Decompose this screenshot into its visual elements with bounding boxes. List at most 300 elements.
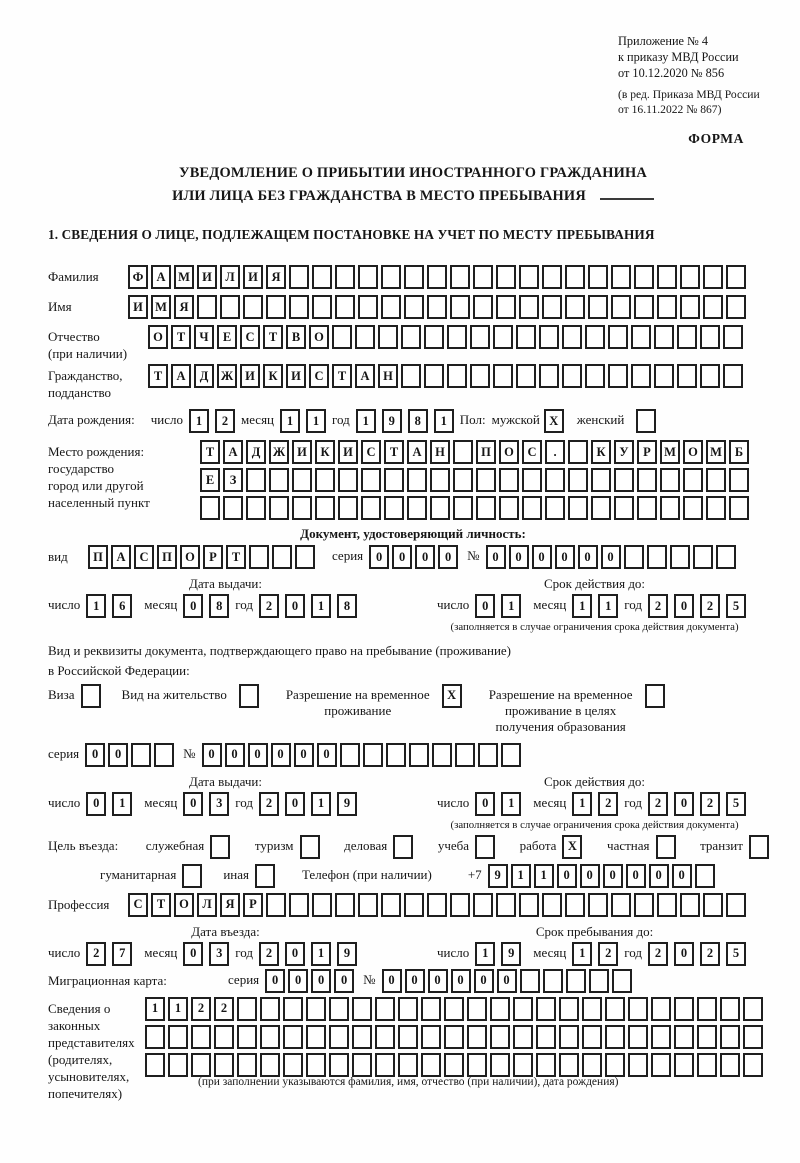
char-cell[interactable] <box>381 893 401 917</box>
char-cell[interactable] <box>559 1025 579 1049</box>
char-cell[interactable] <box>269 496 289 520</box>
char-cell[interactable]: К <box>263 364 283 388</box>
char-cell[interactable] <box>706 468 726 492</box>
char-cell[interactable] <box>513 1025 533 1049</box>
char-cell[interactable] <box>404 893 424 917</box>
char-cell[interactable]: 0 <box>674 594 694 618</box>
char-cell[interactable] <box>444 997 464 1021</box>
char-cell[interactable]: 0 <box>580 864 600 888</box>
char-cell[interactable]: 0 <box>603 864 623 888</box>
char-cell[interactable]: 0 <box>557 864 577 888</box>
char-cell[interactable] <box>634 265 654 289</box>
char-cell[interactable] <box>444 1025 464 1049</box>
char-cell[interactable] <box>651 997 671 1021</box>
char-cell[interactable]: А <box>111 545 131 569</box>
char-cell[interactable] <box>729 496 749 520</box>
char-cell[interactable] <box>559 997 579 1021</box>
char-cell[interactable]: 1 <box>501 792 521 816</box>
char-cell[interactable]: 0 <box>202 743 222 767</box>
char-cell[interactable] <box>516 325 536 349</box>
char-cell[interactable]: 0 <box>285 792 305 816</box>
char-cell[interactable]: 2 <box>700 792 720 816</box>
char-cell[interactable] <box>636 409 656 433</box>
char-cell[interactable]: 0 <box>555 545 575 569</box>
char-cell[interactable] <box>246 468 266 492</box>
char-cell[interactable]: 0 <box>674 792 694 816</box>
char-cell[interactable] <box>700 325 720 349</box>
char-cell[interactable]: Л <box>220 265 240 289</box>
char-cell[interactable] <box>660 468 680 492</box>
char-cell[interactable] <box>631 325 651 349</box>
char-cell[interactable]: X <box>562 835 582 859</box>
char-cell[interactable] <box>726 295 746 319</box>
char-cell[interactable] <box>467 997 487 1021</box>
char-cell[interactable]: 0 <box>334 969 354 993</box>
char-cell[interactable] <box>726 265 746 289</box>
char-cell[interactable] <box>591 468 611 492</box>
char-cell[interactable] <box>670 545 690 569</box>
char-cell[interactable] <box>614 468 634 492</box>
char-cell[interactable] <box>637 496 657 520</box>
char-cell[interactable] <box>589 969 609 993</box>
char-cell[interactable]: 0 <box>317 743 337 767</box>
char-cell[interactable]: 1 <box>145 997 165 1021</box>
char-cell[interactable] <box>634 295 654 319</box>
char-cell[interactable]: 9 <box>488 864 508 888</box>
char-cell[interactable]: 9 <box>382 409 402 433</box>
char-cell[interactable] <box>375 997 395 1021</box>
char-cell[interactable] <box>499 468 519 492</box>
char-cell[interactable]: 0 <box>601 545 621 569</box>
char-cell[interactable]: П <box>476 440 496 464</box>
char-cell[interactable]: С <box>309 364 329 388</box>
char-cell[interactable]: 1 <box>434 409 454 433</box>
char-cell[interactable] <box>726 893 746 917</box>
char-cell[interactable] <box>453 440 473 464</box>
char-cell[interactable] <box>375 1053 395 1077</box>
char-cell[interactable] <box>608 325 628 349</box>
char-cell[interactable] <box>450 893 470 917</box>
char-cell[interactable]: 3 <box>209 792 229 816</box>
char-cell[interactable] <box>680 893 700 917</box>
char-cell[interactable] <box>447 325 467 349</box>
char-cell[interactable] <box>361 496 381 520</box>
char-cell[interactable] <box>381 295 401 319</box>
char-cell[interactable]: 0 <box>649 864 669 888</box>
char-cell[interactable] <box>566 969 586 993</box>
char-cell[interactable] <box>743 1025 763 1049</box>
char-cell[interactable]: 1 <box>112 792 132 816</box>
char-cell[interactable]: И <box>197 265 217 289</box>
char-cell[interactable] <box>697 997 717 1021</box>
char-cell[interactable] <box>393 835 413 859</box>
char-cell[interactable]: М <box>151 295 171 319</box>
char-cell[interactable] <box>542 265 562 289</box>
char-cell[interactable]: У <box>614 440 634 464</box>
char-cell[interactable]: 0 <box>405 969 425 993</box>
char-cell[interactable]: 2 <box>598 792 618 816</box>
char-cell[interactable] <box>536 1053 556 1077</box>
char-cell[interactable] <box>249 545 269 569</box>
char-cell[interactable]: 0 <box>285 594 305 618</box>
char-cell[interactable]: Д <box>194 364 214 388</box>
char-cell[interactable]: 1 <box>311 792 331 816</box>
char-cell[interactable] <box>513 997 533 1021</box>
char-cell[interactable]: 1 <box>311 594 331 618</box>
char-cell[interactable] <box>335 265 355 289</box>
char-cell[interactable] <box>289 265 309 289</box>
char-cell[interactable]: О <box>683 440 703 464</box>
char-cell[interactable]: Р <box>637 440 657 464</box>
char-cell[interactable] <box>398 1053 418 1077</box>
char-cell[interactable] <box>723 325 743 349</box>
char-cell[interactable]: 2 <box>259 792 279 816</box>
char-cell[interactable] <box>585 325 605 349</box>
char-cell[interactable] <box>430 496 450 520</box>
char-cell[interactable] <box>237 1025 257 1049</box>
char-cell[interactable]: 0 <box>248 743 268 767</box>
char-cell[interactable]: 2 <box>700 942 720 966</box>
char-cell[interactable] <box>695 864 715 888</box>
char-cell[interactable] <box>496 295 516 319</box>
char-cell[interactable]: С <box>361 440 381 464</box>
char-cell[interactable]: 0 <box>415 545 435 569</box>
char-cell[interactable] <box>295 545 315 569</box>
char-cell[interactable] <box>260 1025 280 1049</box>
char-cell[interactable]: 2 <box>259 942 279 966</box>
char-cell[interactable] <box>455 743 475 767</box>
char-cell[interactable] <box>375 1025 395 1049</box>
char-cell[interactable] <box>424 325 444 349</box>
char-cell[interactable] <box>591 496 611 520</box>
char-cell[interactable] <box>450 295 470 319</box>
char-cell[interactable] <box>361 468 381 492</box>
char-cell[interactable] <box>660 496 680 520</box>
char-cell[interactable]: Т <box>384 440 404 464</box>
char-cell[interactable]: Т <box>200 440 220 464</box>
char-cell[interactable] <box>749 835 769 859</box>
char-cell[interactable] <box>404 265 424 289</box>
char-cell[interactable]: 1 <box>511 864 531 888</box>
char-cell[interactable]: 0 <box>294 743 314 767</box>
char-cell[interactable] <box>432 743 452 767</box>
char-cell[interactable] <box>386 743 406 767</box>
char-cell[interactable] <box>467 1053 487 1077</box>
char-cell[interactable] <box>585 364 605 388</box>
char-cell[interactable]: 1 <box>189 409 209 433</box>
char-cell[interactable] <box>292 496 312 520</box>
char-cell[interactable]: 0 <box>183 594 203 618</box>
char-cell[interactable] <box>197 295 217 319</box>
char-cell[interactable]: 1 <box>168 997 188 1021</box>
char-cell[interactable] <box>647 545 667 569</box>
char-cell[interactable] <box>628 1053 648 1077</box>
char-cell[interactable] <box>539 364 559 388</box>
char-cell[interactable] <box>300 835 320 859</box>
char-cell[interactable] <box>266 893 286 917</box>
char-cell[interactable]: 0 <box>428 969 448 993</box>
char-cell[interactable] <box>519 265 539 289</box>
char-cell[interactable] <box>559 1053 579 1077</box>
char-cell[interactable]: Я <box>266 265 286 289</box>
char-cell[interactable] <box>407 496 427 520</box>
char-cell[interactable] <box>611 893 631 917</box>
char-cell[interactable]: И <box>286 364 306 388</box>
char-cell[interactable] <box>214 1025 234 1049</box>
char-cell[interactable]: 0 <box>509 545 529 569</box>
char-cell[interactable] <box>338 496 358 520</box>
char-cell[interactable]: 0 <box>474 969 494 993</box>
char-cell[interactable] <box>335 893 355 917</box>
char-cell[interactable]: 1 <box>86 594 106 618</box>
char-cell[interactable] <box>562 364 582 388</box>
char-cell[interactable]: 1 <box>501 594 521 618</box>
char-cell[interactable] <box>355 325 375 349</box>
char-cell[interactable]: 0 <box>369 545 389 569</box>
char-cell[interactable] <box>496 893 516 917</box>
char-cell[interactable]: 1 <box>572 792 592 816</box>
char-cell[interactable] <box>703 295 723 319</box>
char-cell[interactable] <box>693 545 713 569</box>
char-cell[interactable] <box>703 265 723 289</box>
char-cell[interactable] <box>493 364 513 388</box>
char-cell[interactable]: 0 <box>672 864 692 888</box>
char-cell[interactable]: 9 <box>337 942 357 966</box>
char-cell[interactable] <box>329 997 349 1021</box>
char-cell[interactable] <box>363 743 383 767</box>
char-cell[interactable] <box>674 1025 694 1049</box>
char-cell[interactable] <box>401 364 421 388</box>
char-cell[interactable] <box>453 496 473 520</box>
char-cell[interactable] <box>493 325 513 349</box>
char-cell[interactable]: Т <box>148 364 168 388</box>
char-cell[interactable]: 1 <box>534 864 554 888</box>
char-cell[interactable]: Т <box>151 893 171 917</box>
char-cell[interactable]: 0 <box>578 545 598 569</box>
char-cell[interactable]: Я <box>174 295 194 319</box>
char-cell[interactable]: 0 <box>86 792 106 816</box>
char-cell[interactable]: . <box>545 440 565 464</box>
char-cell[interactable]: 1 <box>572 594 592 618</box>
char-cell[interactable] <box>476 468 496 492</box>
char-cell[interactable]: 2 <box>648 792 668 816</box>
char-cell[interactable] <box>522 496 542 520</box>
char-cell[interactable] <box>223 496 243 520</box>
char-cell[interactable]: 0 <box>311 969 331 993</box>
char-cell[interactable] <box>306 1025 326 1049</box>
char-cell[interactable] <box>568 496 588 520</box>
char-cell[interactable]: 0 <box>626 864 646 888</box>
char-cell[interactable]: Т <box>171 325 191 349</box>
char-cell[interactable]: О <box>180 545 200 569</box>
char-cell[interactable] <box>352 1053 372 1077</box>
char-cell[interactable]: Д <box>246 440 266 464</box>
char-cell[interactable] <box>568 440 588 464</box>
char-cell[interactable]: 0 <box>497 969 517 993</box>
char-cell[interactable]: 5 <box>726 942 746 966</box>
char-cell[interactable] <box>467 1025 487 1049</box>
char-cell[interactable] <box>312 265 332 289</box>
char-cell[interactable]: 1 <box>280 409 300 433</box>
char-cell[interactable] <box>338 468 358 492</box>
char-cell[interactable] <box>628 997 648 1021</box>
char-cell[interactable] <box>651 1025 671 1049</box>
char-cell[interactable] <box>743 997 763 1021</box>
char-cell[interactable]: З <box>223 468 243 492</box>
char-cell[interactable]: 0 <box>451 969 471 993</box>
char-cell[interactable]: 0 <box>288 969 308 993</box>
char-cell[interactable] <box>542 893 562 917</box>
char-cell[interactable]: Т <box>263 325 283 349</box>
char-cell[interactable]: 0 <box>225 743 245 767</box>
char-cell[interactable]: 0 <box>382 969 402 993</box>
char-cell[interactable]: 0 <box>438 545 458 569</box>
char-cell[interactable] <box>519 295 539 319</box>
char-cell[interactable] <box>683 468 703 492</box>
char-cell[interactable]: 2 <box>598 942 618 966</box>
char-cell[interactable] <box>427 295 447 319</box>
char-cell[interactable]: 0 <box>475 594 495 618</box>
char-cell[interactable]: 0 <box>85 743 105 767</box>
char-cell[interactable] <box>706 496 726 520</box>
char-cell[interactable]: А <box>171 364 191 388</box>
char-cell[interactable] <box>582 997 602 1021</box>
char-cell[interactable] <box>499 496 519 520</box>
char-cell[interactable] <box>470 325 490 349</box>
char-cell[interactable]: П <box>88 545 108 569</box>
char-cell[interactable] <box>522 468 542 492</box>
char-cell[interactable] <box>496 265 516 289</box>
char-cell[interactable]: О <box>499 440 519 464</box>
char-cell[interactable] <box>677 364 697 388</box>
char-cell[interactable]: 1 <box>598 594 618 618</box>
char-cell[interactable] <box>381 265 401 289</box>
char-cell[interactable] <box>407 468 427 492</box>
char-cell[interactable] <box>645 684 665 708</box>
char-cell[interactable]: К <box>315 440 335 464</box>
char-cell[interactable]: М <box>706 440 726 464</box>
char-cell[interactable]: 0 <box>285 942 305 966</box>
char-cell[interactable]: А <box>355 364 375 388</box>
char-cell[interactable]: Ж <box>217 364 237 388</box>
char-cell[interactable] <box>542 295 562 319</box>
char-cell[interactable] <box>145 1053 165 1077</box>
char-cell[interactable] <box>398 1025 418 1049</box>
char-cell[interactable] <box>565 893 585 917</box>
char-cell[interactable]: Р <box>203 545 223 569</box>
char-cell[interactable] <box>543 969 563 993</box>
char-cell[interactable] <box>315 496 335 520</box>
char-cell[interactable]: Т <box>226 545 246 569</box>
char-cell[interactable] <box>680 265 700 289</box>
char-cell[interactable]: С <box>128 893 148 917</box>
char-cell[interactable] <box>168 1025 188 1049</box>
char-cell[interactable] <box>404 295 424 319</box>
char-cell[interactable] <box>421 1025 441 1049</box>
char-cell[interactable] <box>378 325 398 349</box>
char-cell[interactable]: Е <box>200 468 220 492</box>
char-cell[interactable]: Ж <box>269 440 289 464</box>
char-cell[interactable]: И <box>292 440 312 464</box>
char-cell[interactable] <box>516 364 536 388</box>
char-cell[interactable] <box>260 997 280 1021</box>
char-cell[interactable]: 0 <box>475 792 495 816</box>
char-cell[interactable] <box>657 295 677 319</box>
char-cell[interactable]: 1 <box>356 409 376 433</box>
char-cell[interactable] <box>545 496 565 520</box>
char-cell[interactable]: 2 <box>700 594 720 618</box>
char-cell[interactable]: Р <box>243 893 263 917</box>
char-cell[interactable] <box>490 997 510 1021</box>
char-cell[interactable]: А <box>223 440 243 464</box>
char-cell[interactable] <box>447 364 467 388</box>
char-cell[interactable] <box>269 468 289 492</box>
char-cell[interactable]: И <box>240 364 260 388</box>
char-cell[interactable] <box>427 265 447 289</box>
char-cell[interactable] <box>237 1053 257 1077</box>
char-cell[interactable]: М <box>660 440 680 464</box>
char-cell[interactable]: X <box>442 684 462 708</box>
char-cell[interactable] <box>723 364 743 388</box>
char-cell[interactable] <box>475 835 495 859</box>
char-cell[interactable] <box>582 1025 602 1049</box>
char-cell[interactable] <box>220 295 240 319</box>
char-cell[interactable] <box>306 997 326 1021</box>
char-cell[interactable] <box>703 893 723 917</box>
char-cell[interactable] <box>520 969 540 993</box>
char-cell[interactable] <box>628 1025 648 1049</box>
char-cell[interactable]: 2 <box>259 594 279 618</box>
char-cell[interactable]: Б <box>729 440 749 464</box>
char-cell[interactable] <box>582 1053 602 1077</box>
char-cell[interactable] <box>358 893 378 917</box>
char-cell[interactable]: 9 <box>501 942 521 966</box>
char-cell[interactable]: Л <box>197 893 217 917</box>
char-cell[interactable] <box>306 1053 326 1077</box>
char-cell[interactable]: Н <box>378 364 398 388</box>
char-cell[interactable] <box>568 468 588 492</box>
char-cell[interactable] <box>654 325 674 349</box>
char-cell[interactable]: 1 <box>306 409 326 433</box>
char-cell[interactable]: 9 <box>337 792 357 816</box>
char-cell[interactable]: С <box>134 545 154 569</box>
char-cell[interactable]: 3 <box>209 942 229 966</box>
char-cell[interactable] <box>624 545 644 569</box>
char-cell[interactable] <box>605 1025 625 1049</box>
char-cell[interactable] <box>352 1025 372 1049</box>
char-cell[interactable]: Н <box>430 440 450 464</box>
char-cell[interactable] <box>283 1025 303 1049</box>
char-cell[interactable] <box>611 265 631 289</box>
char-cell[interactable]: 2 <box>648 594 668 618</box>
char-cell[interactable] <box>588 265 608 289</box>
char-cell[interactable]: 8 <box>337 594 357 618</box>
char-cell[interactable] <box>255 864 275 888</box>
char-cell[interactable] <box>697 1053 717 1077</box>
char-cell[interactable] <box>292 468 312 492</box>
char-cell[interactable] <box>384 468 404 492</box>
char-cell[interactable]: С <box>522 440 542 464</box>
char-cell[interactable]: 1 <box>475 942 495 966</box>
char-cell[interactable] <box>473 295 493 319</box>
char-cell[interactable] <box>401 325 421 349</box>
char-cell[interactable]: 6 <box>112 594 132 618</box>
char-cell[interactable] <box>409 743 429 767</box>
char-cell[interactable] <box>657 893 677 917</box>
char-cell[interactable] <box>654 364 674 388</box>
char-cell[interactable] <box>352 997 372 1021</box>
char-cell[interactable]: 8 <box>408 409 428 433</box>
